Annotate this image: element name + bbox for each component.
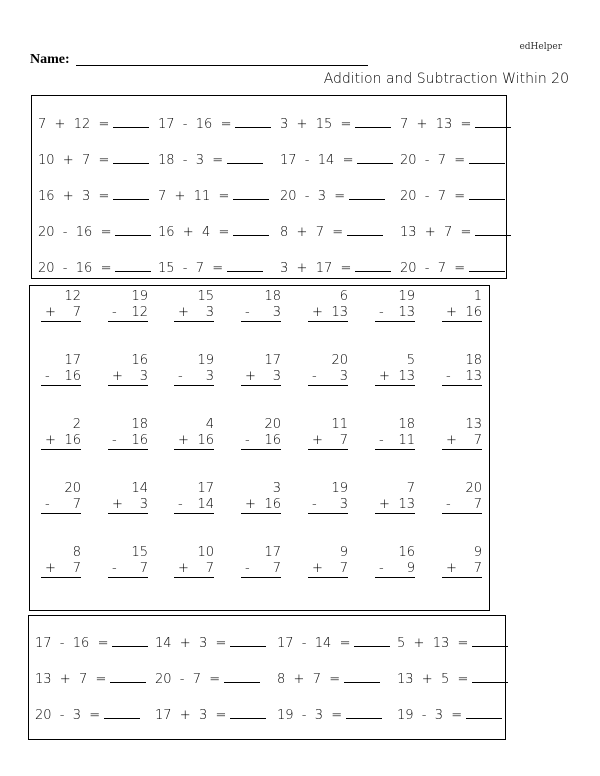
vertical-problem	[174, 353, 214, 386]
operator-sign: +	[379, 369, 390, 384]
vertical-problem	[375, 481, 415, 514]
equation-problem	[280, 225, 383, 240]
equation-problem	[400, 153, 505, 168]
equation-problem	[155, 636, 266, 651]
bottom-operand-row[interactable]	[442, 433, 482, 450]
top-operand: 18	[131, 417, 148, 432]
equation-problem	[158, 225, 269, 240]
equation-problem	[400, 225, 511, 240]
equation-text: 20 - 7 =	[400, 189, 466, 204]
bottom-operand-row[interactable]	[174, 433, 214, 450]
bottom-operand: 13	[465, 369, 482, 384]
equation-problem	[155, 672, 260, 687]
answer-blank[interactable]	[472, 681, 508, 683]
equation-text: 16 + 4 =	[158, 225, 230, 240]
equation-text: 16 + 3 =	[38, 189, 110, 204]
bottom-operand-row[interactable]	[41, 305, 81, 322]
top-operand: 20	[331, 353, 348, 368]
operator-sign: +	[45, 561, 56, 576]
equation-text: 19 - 3 =	[397, 708, 463, 723]
vertical-problem	[108, 417, 148, 450]
equation-text: 8 + 7 =	[277, 672, 341, 687]
bottom-operand: 7	[339, 561, 348, 576]
operator-sign: +	[312, 433, 323, 448]
vertical-problem	[241, 481, 281, 514]
top-operand: 20	[264, 417, 281, 432]
equation-problem	[277, 708, 382, 723]
equation-problem	[280, 117, 391, 132]
vertical-problem	[308, 289, 348, 322]
bottom-operand-row[interactable]	[442, 497, 482, 514]
bottom-operand: 13	[398, 497, 415, 512]
operator-sign: -	[446, 369, 451, 384]
worksheet-title: Addition and Subtraction Within 20	[323, 71, 569, 87]
bottom-operand: 3	[139, 369, 148, 384]
equation-text: 17 - 14 =	[277, 636, 351, 651]
vertical-problem	[174, 417, 214, 450]
horizontal-problems-box-top	[31, 95, 507, 279]
equation-problem	[280, 261, 391, 276]
bottom-operand: 3	[205, 305, 214, 320]
top-operand: 18	[264, 289, 281, 304]
equation-text: 18 - 3 =	[158, 153, 224, 168]
equation-text: 20 - 16 =	[38, 261, 112, 276]
equation-text: 14 + 3 =	[155, 636, 227, 651]
bottom-operand: 7	[205, 561, 214, 576]
top-operand: 3	[272, 481, 281, 496]
equation-text: 20 - 7 =	[400, 153, 466, 168]
top-operand: 20	[465, 481, 482, 496]
top-operand: 20	[64, 481, 81, 496]
name-input-line[interactable]	[76, 65, 368, 66]
equation-text: 17 - 14 =	[280, 153, 354, 168]
answer-blank[interactable]	[469, 198, 505, 200]
bottom-operand-row[interactable]	[174, 305, 214, 322]
vertical-problem	[308, 353, 348, 386]
vertical-problem	[308, 417, 348, 450]
equation-text: 3 + 15 =	[280, 117, 352, 132]
top-operand: 2	[72, 417, 81, 432]
top-operand: 8	[72, 545, 81, 560]
bottom-operand-row[interactable]	[174, 497, 214, 514]
top-operand: 15	[197, 289, 214, 304]
top-operand: 9	[339, 545, 348, 560]
bottom-operand-row[interactable]	[375, 369, 415, 386]
equation-problem	[38, 189, 149, 204]
equation-problem	[158, 261, 263, 276]
bottom-operand-row[interactable]	[375, 561, 415, 578]
operator-sign: -	[45, 369, 50, 384]
equation-problem	[158, 117, 271, 132]
top-operand: 12	[64, 289, 81, 304]
top-operand: 10	[197, 545, 214, 560]
operator-sign: -	[446, 497, 451, 512]
answer-blank[interactable]	[469, 270, 505, 272]
bottom-operand: 13	[398, 305, 415, 320]
bottom-operand: 16	[64, 433, 81, 448]
bottom-operand: 9	[406, 561, 415, 576]
bottom-operand: 16	[465, 305, 482, 320]
answer-blank[interactable]	[344, 681, 380, 683]
equation-text: 20 - 7 =	[400, 261, 466, 276]
vertical-problem	[174, 481, 214, 514]
answer-blank[interactable]	[115, 234, 151, 236]
vertical-problem	[174, 289, 214, 322]
bottom-operand: 7	[272, 561, 281, 576]
vertical-problem	[375, 417, 415, 450]
equation-problem	[38, 117, 149, 132]
vertical-problem	[41, 353, 81, 386]
bottom-operand-row[interactable]	[241, 497, 281, 514]
answer-blank[interactable]	[113, 126, 149, 128]
operator-sign: +	[178, 561, 189, 576]
bottom-operand-row[interactable]	[308, 561, 348, 578]
operator-sign: -	[245, 433, 250, 448]
top-operand: 14	[131, 481, 148, 496]
top-operand: 16	[131, 353, 148, 368]
answer-blank[interactable]	[346, 717, 382, 719]
bottom-operand-row[interactable]	[241, 561, 281, 578]
equation-text: 17 - 16 =	[158, 117, 232, 132]
operator-sign: -	[312, 369, 317, 384]
operator-sign: +	[379, 497, 390, 512]
operator-sign: -	[112, 305, 117, 320]
operator-sign: -	[245, 305, 250, 320]
bottom-operand: 3	[339, 369, 348, 384]
equation-problem	[400, 189, 505, 204]
bottom-operand-row[interactable]	[241, 433, 281, 450]
bottom-operand-row[interactable]	[41, 497, 81, 514]
top-operand: 19	[197, 353, 214, 368]
horizontal-problems-box-bottom	[28, 615, 506, 740]
vertical-problem	[308, 545, 348, 578]
operator-sign: +	[178, 305, 189, 320]
top-operand: 18	[398, 417, 415, 432]
top-operand: 19	[331, 481, 348, 496]
operator-sign: -	[45, 497, 50, 512]
top-operand: 19	[398, 289, 415, 304]
bottom-operand: 7	[473, 497, 482, 512]
operator-sign: -	[178, 497, 183, 512]
equation-text: 7 + 12 =	[38, 117, 110, 132]
vertical-problem	[41, 289, 81, 322]
vertical-problem	[241, 417, 281, 450]
answer-blank[interactable]	[112, 645, 148, 647]
top-operand: 17	[64, 353, 81, 368]
bottom-operand: 16	[264, 433, 281, 448]
answer-blank[interactable]	[355, 270, 391, 272]
equation-text: 7 + 13 =	[400, 117, 472, 132]
equation-text: 20 - 7 =	[155, 672, 221, 687]
top-operand: 13	[465, 417, 482, 432]
equation-problem	[397, 708, 502, 723]
bottom-operand-row[interactable]	[442, 305, 482, 322]
bottom-operand-row[interactable]	[241, 369, 281, 386]
bottom-operand-row[interactable]	[308, 433, 348, 450]
vertical-problem	[108, 545, 148, 578]
equation-text: 5 + 13 =	[397, 636, 469, 651]
vertical-problem	[41, 481, 81, 514]
bottom-operand: 12	[131, 305, 148, 320]
bottom-operand-row[interactable]	[108, 497, 148, 514]
equation-text: 20 - 3 =	[280, 189, 346, 204]
answer-blank[interactable]	[113, 198, 149, 200]
equation-problem	[277, 636, 390, 651]
vertical-problem	[375, 289, 415, 322]
answer-blank[interactable]	[230, 645, 266, 647]
bottom-operand-row[interactable]	[308, 497, 348, 514]
bottom-operand-row[interactable]	[442, 369, 482, 386]
operator-sign: +	[112, 369, 123, 384]
vertical-problem	[442, 289, 482, 322]
operator-sign: +	[178, 433, 189, 448]
bottom-operand: 3	[139, 497, 148, 512]
vertical-problem	[308, 481, 348, 514]
equation-problem	[277, 672, 380, 687]
bottom-operand: 16	[131, 433, 148, 448]
answer-blank[interactable]	[475, 126, 511, 128]
answer-blank[interactable]	[104, 717, 140, 719]
top-operand: 17	[264, 545, 281, 560]
answer-blank[interactable]	[224, 681, 260, 683]
equation-text: 17 - 16 =	[35, 636, 109, 651]
operator-sign: +	[312, 305, 323, 320]
bottom-operand-row[interactable]	[108, 305, 148, 322]
bottom-operand: 13	[398, 369, 415, 384]
equation-problem	[35, 708, 140, 723]
answer-blank[interactable]	[235, 126, 271, 128]
answer-blank[interactable]	[475, 234, 511, 236]
top-operand: 18	[465, 353, 482, 368]
top-operand: 15	[131, 545, 148, 560]
answer-blank[interactable]	[472, 645, 508, 647]
bottom-operand: 7	[139, 561, 148, 576]
bottom-operand: 7	[339, 433, 348, 448]
bottom-operand: 16	[197, 433, 214, 448]
operator-sign: -	[379, 305, 384, 320]
top-operand: 6	[339, 289, 348, 304]
equation-problem	[280, 153, 393, 168]
equation-text: 20 - 16 =	[38, 225, 112, 240]
top-operand: 5	[406, 353, 415, 368]
equation-problem	[155, 708, 266, 723]
bottom-operand-row[interactable]	[108, 433, 148, 450]
operator-sign: -	[312, 497, 317, 512]
operator-sign: +	[112, 497, 123, 512]
top-operand: 9	[473, 545, 482, 560]
equation-problem	[280, 189, 385, 204]
answer-blank[interactable]	[110, 681, 146, 683]
vertical-problem	[108, 289, 148, 322]
bottom-operand: 11	[398, 433, 415, 448]
bottom-operand: 16	[264, 497, 281, 512]
bottom-operand: 3	[205, 369, 214, 384]
answer-blank[interactable]	[469, 162, 505, 164]
operator-sign: -	[112, 433, 117, 448]
operator-sign: -	[112, 561, 117, 576]
vertical-problem	[375, 353, 415, 386]
equation-text: 15 - 7 =	[158, 261, 224, 276]
operator-sign: -	[245, 561, 250, 576]
top-operand: 4	[205, 417, 214, 432]
vertical-problem	[442, 545, 482, 578]
equation-problem	[397, 636, 508, 651]
equation-problem	[400, 117, 511, 132]
top-operand: 7	[406, 481, 415, 496]
answer-blank[interactable]	[466, 717, 502, 719]
operator-sign: -	[178, 369, 183, 384]
operator-sign: -	[379, 433, 384, 448]
vertical-problem	[442, 481, 482, 514]
operator-sign: +	[446, 305, 457, 320]
bottom-operand: 16	[64, 369, 81, 384]
vertical-problem	[108, 481, 148, 514]
bottom-operand-row[interactable]	[41, 561, 81, 578]
bottom-operand: 7	[72, 561, 81, 576]
equation-problem	[400, 261, 505, 276]
bottom-operand: 7	[72, 497, 81, 512]
answer-blank[interactable]	[233, 198, 269, 200]
bottom-operand-row[interactable]	[174, 561, 214, 578]
equation-problem	[38, 225, 151, 240]
bottom-operand: 3	[339, 497, 348, 512]
equation-problem	[38, 153, 149, 168]
operator-sign: +	[446, 561, 457, 576]
equation-problem	[38, 261, 151, 276]
vertical-problem	[241, 545, 281, 578]
top-operand: 11	[331, 417, 348, 432]
vertical-problem	[108, 353, 148, 386]
bottom-operand-row[interactable]	[41, 369, 81, 386]
equation-text: 8 + 7 =	[280, 225, 344, 240]
bottom-operand-row[interactable]	[174, 369, 214, 386]
bottom-operand-row[interactable]	[241, 305, 281, 322]
equation-text: 10 + 7 =	[38, 153, 110, 168]
answer-blank[interactable]	[347, 234, 383, 236]
bottom-operand: 7	[72, 305, 81, 320]
equation-text: 17 + 3 =	[155, 708, 227, 723]
equation-text: 20 - 3 =	[35, 708, 101, 723]
answer-blank[interactable]	[113, 162, 149, 164]
equation-text: 7 + 11 =	[158, 189, 230, 204]
bottom-operand: 7	[473, 433, 482, 448]
bottom-operand-row[interactable]	[308, 369, 348, 386]
answer-blank[interactable]	[349, 198, 385, 200]
answer-blank[interactable]	[233, 234, 269, 236]
answer-blank[interactable]	[355, 126, 391, 128]
equation-text: 13 + 7 =	[35, 672, 107, 687]
answer-blank[interactable]	[357, 162, 393, 164]
vertical-problems-box	[29, 285, 490, 611]
vertical-problem	[241, 289, 281, 322]
top-operand: 17	[197, 481, 214, 496]
answer-blank[interactable]	[227, 162, 263, 164]
bottom-operand: 14	[197, 497, 214, 512]
vertical-problem	[442, 417, 482, 450]
answer-blank[interactable]	[115, 270, 151, 272]
operator-sign: +	[45, 305, 56, 320]
operator-sign: +	[245, 369, 256, 384]
operator-sign: +	[245, 497, 256, 512]
bottom-operand: 3	[272, 305, 281, 320]
bottom-operand: 7	[473, 561, 482, 576]
bottom-operand-row[interactable]	[108, 561, 148, 578]
operator-sign: +	[312, 561, 323, 576]
bottom-operand-row[interactable]	[41, 433, 81, 450]
operator-sign: +	[45, 433, 56, 448]
bottom-operand: 13	[331, 305, 348, 320]
operator-sign: -	[379, 561, 384, 576]
top-operand: 16	[398, 545, 415, 560]
bottom-operand-row[interactable]	[308, 305, 348, 322]
bottom-operand-row[interactable]	[375, 305, 415, 322]
vertical-problem	[375, 545, 415, 578]
equation-text: 19 - 3 =	[277, 708, 343, 723]
equation-text: 13 + 5 =	[397, 672, 469, 687]
top-operand: 19	[131, 289, 148, 304]
operator-sign: +	[446, 433, 457, 448]
equation-problem	[158, 189, 269, 204]
vertical-problem	[41, 545, 81, 578]
answer-blank[interactable]	[230, 717, 266, 719]
top-operand: 1	[473, 289, 482, 304]
equation-problem	[35, 672, 146, 687]
vertical-problem	[174, 545, 214, 578]
bottom-operand-row[interactable]	[375, 433, 415, 450]
answer-blank[interactable]	[354, 645, 390, 647]
bottom-operand-row[interactable]	[375, 497, 415, 514]
equation-problem	[35, 636, 148, 651]
name-label: Name:	[30, 52, 70, 67]
equation-text: 3 + 17 =	[280, 261, 352, 276]
bottom-operand-row[interactable]	[108, 369, 148, 386]
bottom-operand: 3	[272, 369, 281, 384]
vertical-problem	[442, 353, 482, 386]
equation-problem	[158, 153, 263, 168]
bottom-operand-row[interactable]	[442, 561, 482, 578]
top-operand: 17	[264, 353, 281, 368]
brand-label: edHelper	[519, 42, 562, 52]
equation-problem	[397, 672, 508, 687]
equation-text: 13 + 7 =	[400, 225, 472, 240]
vertical-problem	[241, 353, 281, 386]
vertical-problem	[41, 417, 81, 450]
answer-blank[interactable]	[227, 270, 263, 272]
